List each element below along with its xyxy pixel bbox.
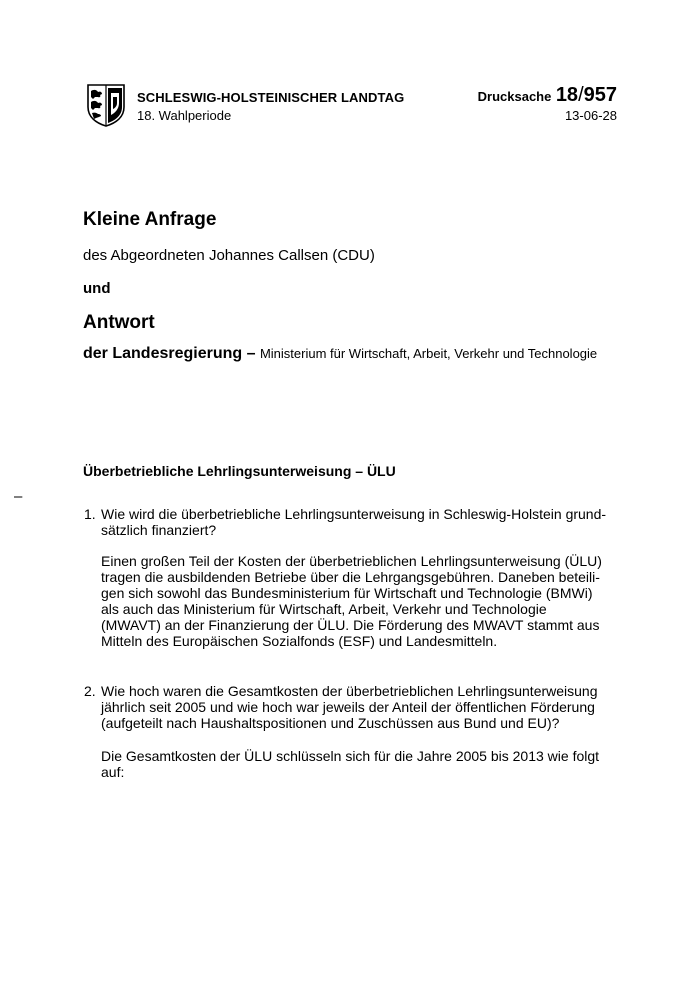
- question-line: jährlich seit 2005 und wie hoch war jeweils der Anteil der öffentlichen Förderung: [101, 699, 595, 715]
- landesregierung-label: der Landesregierung –: [83, 345, 256, 362]
- drucksache-label: Drucksache: [477, 89, 552, 104]
- answer-1-text: [101, 553, 621, 649]
- answer-line: als auch das Ministerium für Wirtschaft, Arbeit, Verkehr und Technologie: [101, 601, 547, 617]
- question-2-text: [101, 683, 621, 731]
- question-line: sätzlich finanziert?: [101, 522, 217, 538]
- drucksache-number: [478, 84, 617, 107]
- answer-line: Die Gesamtkosten der ÜLU schlüsseln sich für die Jahre 2005 bis 2013 wie folgt: [101, 748, 600, 764]
- antwort-heading: Antwort: [83, 312, 155, 333]
- answer-line: Einen großen Teil der Kosten der überbetrieblichen Lehrlingsunterweisung (ÜLU): [101, 553, 602, 569]
- answer-line: (MWAVT) an der Finanzierung der ÜLU. Die Förderung des MWAVT stammt aus: [101, 617, 600, 633]
- question-line: Wie wird die überbetriebliche Lehrlingsunterweisung in Schleswig-Holstein grund-: [101, 506, 607, 522]
- answer-2-text: [101, 748, 621, 780]
- question-line: Wie hoch waren die Gesamtkosten der überbetrieblichen Lehrlingsunterweisung: [101, 683, 598, 699]
- answer-line: tragen die ausbildenden Betriebe über die Lehrgangsgebühren. Daneben beteili-: [101, 569, 600, 585]
- answer-line: auf:: [101, 764, 125, 780]
- answer-line: gen sich sowohl das Bundesministerium für Wirtschaft und Technologie (BMWi): [101, 585, 593, 601]
- question-1-text: [101, 506, 621, 538]
- institution-name: SCHLESWIG-HOLSTEINISCHER LANDTAG: [137, 90, 405, 105]
- ministerium-name: Ministerium für Wirtschaft, Arbeit, Verkehr und Technologie: [259, 346, 598, 361]
- question-line: (aufgeteilt nach Haushaltspositionen und Zuschüssen aus Bund und EU)?: [101, 715, 560, 731]
- document-date: 13-06-28: [564, 108, 617, 123]
- margin-mark: –: [14, 488, 23, 505]
- question-number: 1.: [84, 506, 96, 522]
- drucksache-period-number: 18: [555, 84, 579, 106]
- author-line: des Abgeordneten Johannes Callsen (CDU): [83, 247, 375, 264]
- answer-line: Mitteln des Europäischen Sozialfonds (ESF) und Landesmitteln.: [101, 633, 498, 649]
- drucksache-slash: /: [578, 84, 584, 106]
- landesregierung-line: [83, 345, 597, 363]
- und-line: und: [83, 280, 111, 297]
- section-title: Überbetriebliche Lehrlingsunterweisung – ÜLU: [83, 463, 396, 479]
- coat-of-arms-icon: [86, 83, 126, 127]
- drucksache-document-number: 957: [583, 84, 617, 106]
- legislative-period: 18. Wahlperiode: [137, 108, 232, 123]
- question-number: 2.: [84, 683, 96, 699]
- kleine-anfrage-heading: Kleine Anfrage: [83, 209, 217, 230]
